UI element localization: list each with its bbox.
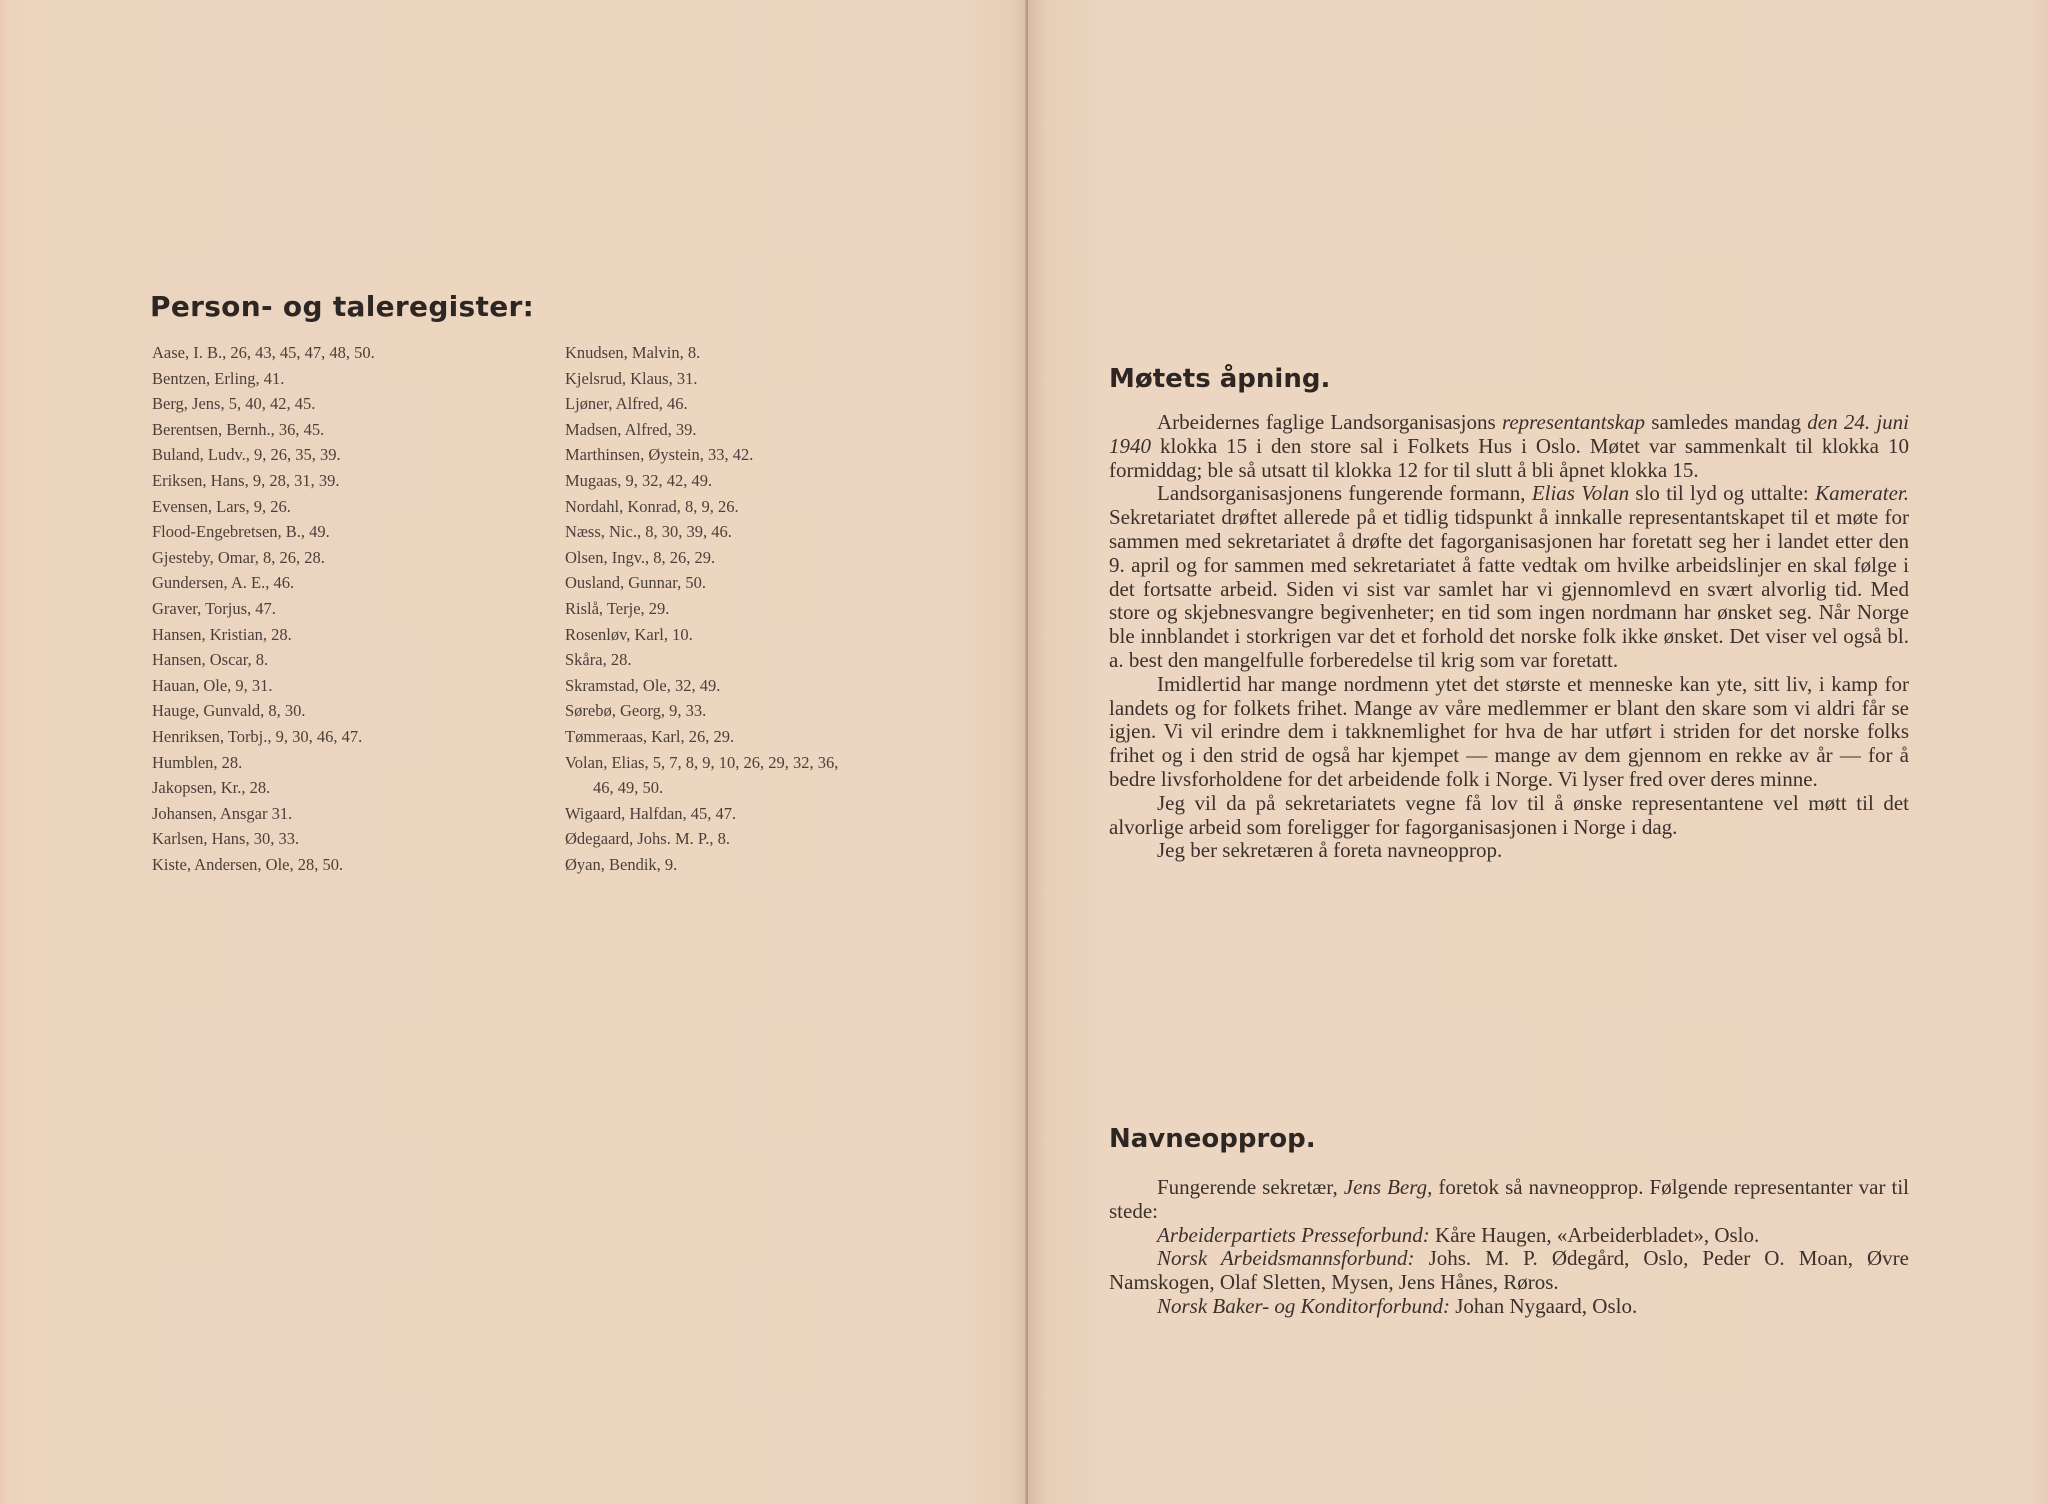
- register-entry: Rosenløv, Karl, 10.: [565, 624, 693, 644]
- register-entry: Hansen, Oscar, 8.: [152, 650, 269, 670]
- register-entry: Skåra, 28.: [565, 650, 632, 670]
- rollcall-paragraph: Arbeiderpartiets Presseforbund: Kåre Haugen, «Arbeiderbladet», Oslo.: [1157, 1222, 1760, 1247]
- register-entry: Nordahl, Konrad, 8, 9, 26.: [565, 496, 739, 516]
- register-entry: Skramstad, Ole, 32, 49.: [565, 675, 721, 695]
- register-entry: Berg, Jens, 5, 40, 42, 45.: [152, 394, 316, 414]
- section-heading-rollcall: Navneopprop.: [1109, 1124, 1316, 1154]
- register-entry: Evensen, Lars, 9, 26.: [152, 496, 291, 516]
- opening-paragraph: Arbeidernes faglige Landsorganisasjons representantskap samledes mandag den 24. juni 1940 klokka 15 i den store sal i Folkets Hus i Oslo. Møtet var sammenkalt til klokka 10 formiddag; ble så utsatt til klokka 12 for til slutt å bli åpnet klokka 15.: [1109, 410, 1910, 482]
- register-entry: Madsen, Alfred, 39.: [565, 419, 697, 439]
- section-heading-opening: Møtets åpning.: [1109, 364, 1331, 394]
- opening-paragraph: Jeg vil da på sekretariatets vegne få lov til å ønske representantene vel møtt til det alvorlige arbeid som foreligger for fagorganisasjonen i Norge i dag.: [1109, 790, 1909, 839]
- register-entry: Knudsen, Malvin, 8.: [565, 343, 701, 362]
- register-entry: Eriksen, Hans, 9, 28, 31, 39.: [152, 470, 340, 490]
- rollcall-paragraph: Norsk Arbeidsmannsforbund: Johs. M. P. Ødegård, Oslo, Peder O. Moan, Øvre Namskogen, Olaf Sletten, Mysen, Jens Hånes, Røros.: [1109, 1246, 1909, 1295]
- register-entry: Karlsen, Hans, 30, 33.: [152, 829, 300, 849]
- register-entry: Ljøner, Alfred, 46.: [565, 394, 688, 414]
- opening-paragraph: Landsorganisasjonens fungerende formann, Elias Volan slo til lyd og uttalte: Kamerater. Sekretariatet drøftet allerede på et tidlig tidspunkt å innkalle representantskapet til et møte for sammen med sekretariatet å drøfte det fagorganisasjonen har foretatt seg her i landet etter den 9. april og for sammen med sekretariatet å fatte vedtak om hvilke arbeidslinjer en skal følge i det fortsatte arbeid. Siden vi sist var samlet har vi gjennomlevd en svært alvorlig tid. Med store og skjebnesvangre begivenheter; en tid som ingen nordmann har ønsket seg. Når Norge ble innblandet i storkrigen var det et forhold det norske folk ikke ønsket. Det viser vel også bl. a. best den mangelfulle forberedelse til krig som var foretatt.: [1109, 481, 1909, 672]
- register-title: Person- og taleregister:: [150, 290, 535, 323]
- register-column-left: [152, 340, 375, 877]
- register-entry: Henriksen, Torbj., 9, 30, 46, 47.: [152, 726, 363, 746]
- register-entry: Kiste, Andersen, Ole, 28, 50.: [152, 854, 344, 874]
- register-entry: Berentsen, Bernh., 36, 45.: [152, 419, 325, 439]
- register-entry: Ødegaard, Johs. M. P., 8.: [565, 829, 730, 849]
- register-entry: Næss, Nic., 8, 30, 39, 46.: [565, 522, 732, 542]
- register-entry: Øyan, Bendik, 9.: [565, 854, 678, 874]
- register-entry: Graver, Torjus, 47.: [152, 598, 276, 618]
- register-entry: Marthinsen, Øystein, 33, 42.: [565, 445, 754, 465]
- register-entry: Jakopsen, Kr., 28.: [152, 778, 271, 798]
- register-entry: Flood-Engebretsen, B., 49.: [152, 522, 330, 542]
- register-entry: Humblen, 28.: [152, 752, 243, 772]
- register-entry: Aase, I. B., 26, 43, 45, 47, 48, 50.: [152, 343, 375, 362]
- register-entry: Wigaard, Halfdan, 45, 47.: [565, 803, 737, 823]
- register-entry: Ousland, Gunnar, 50.: [565, 573, 706, 593]
- register-entry: Volan, Elias, 5, 7, 8, 9, 10, 26, 29, 32, 36,: [565, 752, 839, 772]
- register-entry: Kjelsrud, Klaus, 31.: [565, 368, 698, 388]
- register-entry: Hansen, Kristian, 28.: [152, 624, 292, 644]
- register-column-right: [565, 340, 838, 877]
- register-entry: Hauge, Gunvald, 8, 30.: [152, 701, 306, 721]
- opening-paragraph: Imidlertid har mange nordmenn ytet det største et menneske kan yte, sitt liv, i kamp for landets og for folkets frihet. Mange av våre medlemmer er blant den skare som vi aldri får se igjen. Vi vil erindre dem i takknemlighet for hva de har utført i striden for det norske folks frihet og i den strid de også har kjempet — mange av dem gjennom en rekke av år — for å bedre livsforholdene for det arbeidende folk i Norge. Vi lyser fred over deres minne.: [1109, 671, 1909, 791]
- register-entry: Sørebø, Georg, 9, 33.: [565, 701, 707, 721]
- register-entry: Rislå, Terje, 29.: [565, 598, 670, 618]
- register-entry-continuation: 46, 49, 50.: [593, 778, 664, 798]
- rollcall-text: [1109, 1176, 1909, 1319]
- opening-paragraph: Jeg ber sekretæren å foreta navneopprop.: [1157, 838, 1503, 863]
- register-entry: Mugaas, 9, 32, 42, 49.: [565, 470, 713, 490]
- register-entry: Tømmeraas, Karl, 26, 29.: [565, 726, 735, 746]
- register-entry: Buland, Ludv., 9, 26, 35, 39.: [152, 445, 341, 465]
- register-entry: Gjesteby, Omar, 8, 26, 28.: [152, 547, 325, 567]
- rollcall-paragraph: Fungerende sekretær, Jens Berg, foretok så navneopprop. Følgende representanter var til stede:: [1109, 1175, 1910, 1223]
- register-entry: Johansen, Ansgar 31.: [152, 803, 293, 823]
- register-entry: Hauan, Ole, 9, 31.: [152, 675, 273, 695]
- register-entry: Gundersen, A. E., 46.: [152, 573, 295, 593]
- register-entry: Bentzen, Erling, 41.: [152, 368, 285, 388]
- register-entry: Olsen, Ingv., 8, 26, 29.: [565, 547, 716, 567]
- opening-text: [1109, 411, 1909, 863]
- rollcall-paragraph: Norsk Baker- og Konditorforbund: Johan Nygaard, Oslo.: [1157, 1293, 1638, 1318]
